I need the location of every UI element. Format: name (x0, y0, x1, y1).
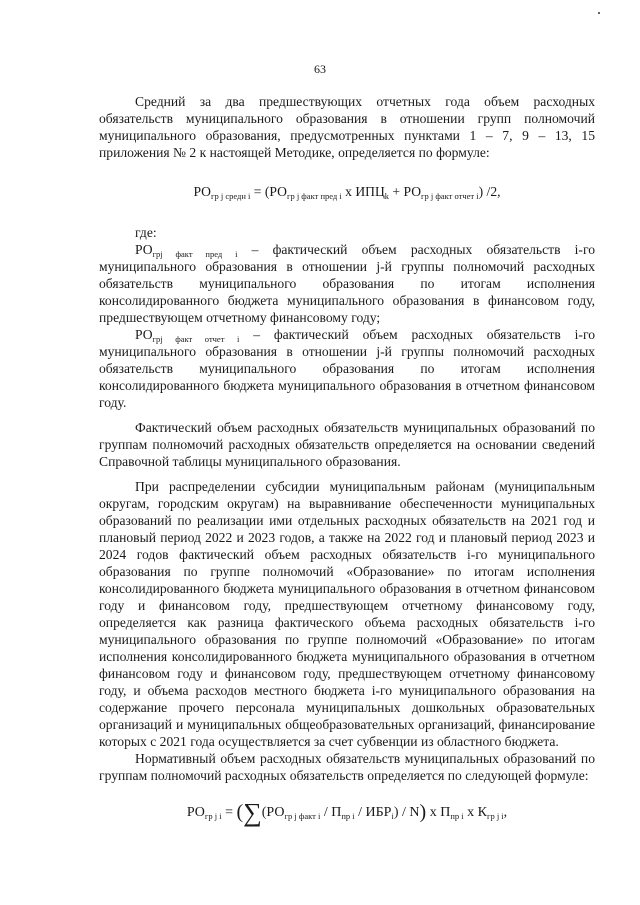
page-number: 63 (314, 62, 326, 76)
scan-speck (598, 12, 600, 14)
definition-report-year: $РО_{грj факт отчет i}$ – фактический объем расходных обязательств i-го муниципального образования в отношении j-й группы полномочий расходных обязательств муниципального образования по итогам исполнения консолидированного бюджета муниципального образования в отчетном финансовом году. (99, 327, 595, 410)
paragraph-normative-volume: Нормативный объем расходных обязательств муниципальных образований по группам полномочий расходных обязательств определяется по следующей формуле: (99, 751, 595, 783)
body-text (99, 93, 595, 827)
formula-normative: $РО_{гр j i} = (\sum(РО_{гр j факт i} / П_{пр i} / ИБР_i) / N)$ х $П_{пр i}$ х $К_{гр j i}$, (186, 798, 508, 827)
where-label: где: (135, 225, 157, 240)
paragraph-subsidy-distribution: При распределении субсидии муниципальным районам (муниципальным округам, городским округам) на выравнивание обеспеченности муниципальных образований по реализации ими отдельных расходных обязательств на 2021 год и плановый период 2022 и 2023 годов, а также на 2022 год и плановый период 2023 и 2024 годов фактический объем расходных обязательств i-го муниципального образования по группе полномочий «Образование» по итогам исполнения консолидированного бюджета муниципального образования в отчетном финансовом году и финансовом году, предшествующем отчетному финансовому году, определяется как разница фактического объема расходных обязательств i-го муниципального образования по группе полномочий «Образование» по итогам исполнения консолидированного бюджета муниципального образования в отчетном финансовом году и финансовом году, предшествующем отчетному финансовому году, и объема расходов местного бюджета i-го муниципального образования на содержание прочего персонала муниципальных дошкольных образовательных организаций и муниципальных общеобразовательных организаций, финансирование которых с 2021 года осуществляется за счет субвенции из областного бюджета. (99, 479, 595, 749)
paragraph-average-volume: Средний за два предшествующих отчетных года объем расходных обязательств муниципального образования в отношении групп полномочий муниципального образования, предусмотренных пунктами 1 – 7, 9 – 13, 15 приложения № 2 к настоящей Методике, определяется по формуле: (99, 94, 595, 160)
definition-prev-year: $РО_{грj факт пред i}$ – фактический объем расходных обязательств i-го муниципального образования в отношении j-й группы полномочий расходных обязательств муниципального образования по итогам исполнения консолидированного бюджета муниципального образования в финансовом году, предшествующем отчетному финансовому году; (99, 242, 595, 325)
summation-symbol: ∑ (243, 798, 262, 827)
paragraph-actual-volume: Фактический объем расходных обязательств муниципальных образований по группам полномочий расходных обязательств определяется на основании сведений Справочной таблицы муниципального образования. (99, 420, 595, 469)
formula-average: $РО_{гр j средн i} = (РО_{гр j факт пред i}$ х $ИПЦ_k + РО_{гр j факт отчет i}$) /2, (193, 184, 501, 201)
